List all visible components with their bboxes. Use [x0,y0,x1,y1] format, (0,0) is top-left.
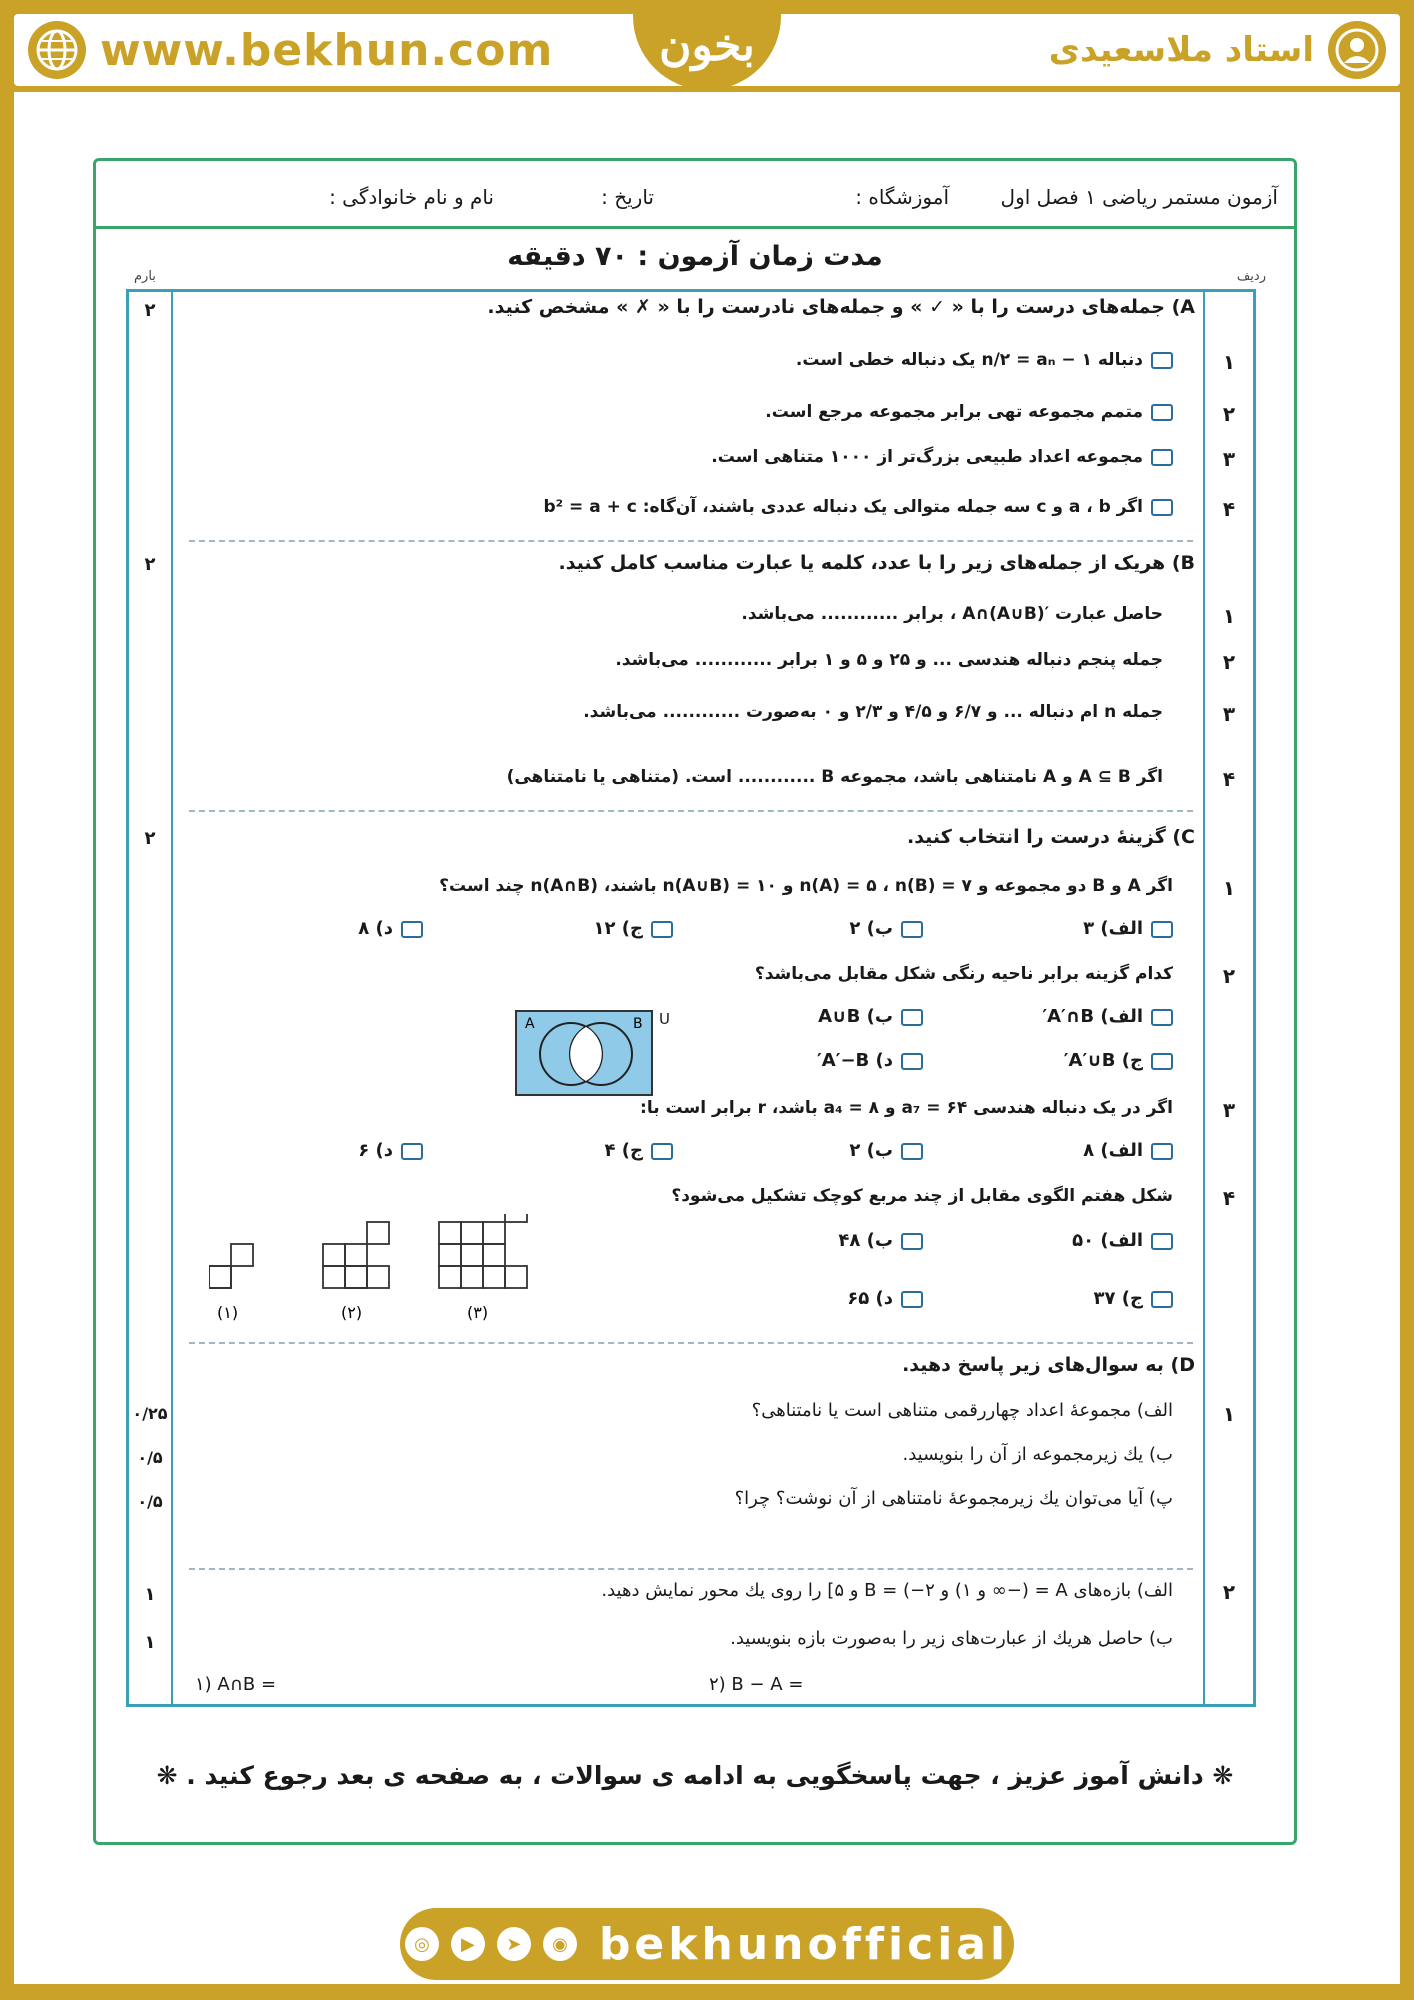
checkbox[interactable] [401,1143,423,1160]
item-text: متمم مجموعه تهی برابر مجموعه مرجع است. [765,402,1143,422]
fill-item: اگر A ⊆ B و A نامتناهی باشد، مجموعه B ............ است. (متناهی یا نامتناهی) [506,767,1163,787]
exam-sheet [93,158,1297,1845]
mc-question: اگر A و B دو مجموعه و n(A) = ۵ ، n(B) = ۷ و n(A∪B) = ۱۰ باشند، n(A∩B) چند است؟ [439,876,1173,896]
question-part: پ) آیا می‌توان یك زیرمجموعهٔ نامتناهی از آن نوشت؟ چرا؟ [734,1488,1173,1509]
item-text: دنباله ۱ − n/۲ = aₙ یک دنباله خطی است. [795,350,1143,370]
item-text: مجموعه اعداد طبیعی بزرگ‌تر از ۱۰۰۰ متناهی است. [711,447,1143,467]
option-label: الف) ۸ [1083,1140,1143,1161]
checkbox[interactable] [901,921,923,938]
section-c-heading: C) گزینهٔ درست را انتخاب کنید. [906,826,1195,848]
option-label: د) A′−B′ [817,1050,893,1071]
date-field: تاریخ : [601,185,654,209]
part-score: ۰/۵ [137,1448,163,1467]
fill-item: جمله پنجم دنباله هندسی ... و ۲۵ و ۵ و ۱ برابر ............ می‌باشد. [615,650,1163,670]
option-label: ب) A∪B [818,1006,893,1027]
option[interactable] [358,1140,423,1161]
option[interactable] [358,918,423,939]
question-part: ب) یك زیرمجموعه از آن را بنویسید. [902,1444,1173,1465]
exam-title: آزمون مستمر ریاضی ۱ فصل اول [1000,185,1278,209]
score-column-divider [171,292,173,1704]
option-label: د) ۶۵ [847,1288,893,1309]
part-score: ۰/۲۵ [132,1404,168,1423]
checkbox[interactable] [1151,352,1173,369]
option-label: ج) ۱۲ [593,918,643,939]
row-number: ۳ [1222,447,1236,471]
option[interactable] [594,918,673,939]
tf-item [796,350,1173,370]
checkbox[interactable] [901,1053,923,1070]
person-icon [1328,21,1386,79]
section-divider [189,1568,1193,1570]
checkbox[interactable] [1151,449,1173,466]
option[interactable] [1042,1006,1173,1027]
option[interactable] [1064,1050,1173,1071]
questions-table [126,289,1256,1707]
section-a-heading: A) جمله‌های درست را با « ✓ » و جمله‌های نادرست را با « ✗ » مشخص کنید. [487,296,1195,318]
checkbox[interactable] [1151,404,1173,421]
globe-icon [28,21,86,79]
pattern-label: (۱) [217,1303,239,1322]
checkbox[interactable] [1151,1053,1173,1070]
option[interactable] [605,1140,673,1161]
venn-diagram [515,1010,670,1096]
checkbox[interactable] [901,1291,923,1308]
checkbox[interactable] [901,1233,923,1250]
checkbox[interactable] [1151,1143,1173,1160]
website-link[interactable] [28,20,553,80]
checkbox[interactable] [1151,1291,1173,1308]
aparat-icon[interactable]: ◎ [405,1927,439,1961]
option[interactable] [1094,1288,1173,1309]
option[interactable] [818,1006,923,1027]
venn-label-b: B [633,1016,643,1032]
part-score: ۱ [144,1632,156,1653]
fill-item: جمله n ام دنباله ... و ۶/۷ و ۴/۵ و ۲/۳ و ۰ به‌صورت ............ می‌باشد. [583,702,1163,722]
answer-label: ۱) A∩B = [195,1674,277,1695]
column-score-label: بارم [134,269,156,284]
row-number: ۲ [1222,650,1236,674]
checkbox[interactable] [1151,499,1173,516]
section-c-score: ۲ [144,828,156,849]
row-number: ۲ [1222,964,1236,988]
logo-text: بخون [659,19,755,71]
checkbox[interactable] [1151,921,1173,938]
social-handle[interactable]: bekhunofficial [598,1918,1010,1970]
option-label: الف) ۳ [1083,918,1143,939]
section-divider [189,1342,1193,1344]
part-score: ۰/۵ [137,1492,163,1511]
question-part: الف) مجموعهٔ اعداد چهاررقمی متناهی است یا نامتناهی؟ [751,1400,1173,1421]
frame-right [1400,0,1414,2000]
row-number: ۳ [1222,702,1236,726]
checkbox[interactable] [401,921,423,938]
website-url[interactable]: www.bekhun.com [100,24,554,76]
exam-duration: مدت زمان آزمون : ۷۰ دقیقه [507,241,883,272]
pattern-label: (۳) [467,1303,489,1322]
option[interactable] [838,1230,923,1251]
option-label: ج) ۴ [604,1140,643,1161]
row-number: ۱ [1222,1402,1236,1426]
section-b-score: ۲ [144,554,156,575]
tf-item [765,402,1173,422]
question-part: ب) حاصل هریك از عبارت‌های زیر را به‌صورت بازه بنویسید. [730,1628,1173,1649]
checkbox[interactable] [651,921,673,938]
row-number: ۲ [1222,1580,1236,1604]
teacher-name: استاد ملاسعیدی [1048,30,1314,70]
checkbox[interactable] [1151,1233,1173,1250]
question-part: الف) بازه‌های A = (−∞ و ۱) و B = (−۲ و ۵] را روی یك محور نمایش دهید. [601,1580,1173,1601]
row-number: ۴ [1222,1186,1236,1210]
option-label: ج) A′∪B′ [1063,1050,1143,1071]
option-label: ب) ۲ [849,1140,893,1161]
option-label: الف) A′∩B′ [1042,1006,1143,1027]
youtube-icon[interactable]: ▶ [451,1927,485,1961]
frame-bottom [0,1984,1414,2000]
section-d-heading: D) به سوال‌های زیر پاسخ دهید. [902,1354,1195,1376]
tf-item [711,447,1173,467]
row-number: ۴ [1222,767,1236,791]
item-text: اگر a ، b و c سه جمله متوالی یک دنباله عددی باشند، آن‌گاه: b² = a + c [543,497,1143,517]
exam-info-row [96,161,1294,229]
checkbox[interactable] [901,1143,923,1160]
option[interactable] [817,1050,923,1071]
school-field: آموزشگاه : [855,185,949,209]
checkbox[interactable] [901,1009,923,1026]
option[interactable] [849,1140,923,1161]
option-label: ج) ۳۷ [1093,1288,1143,1309]
mc-question: شکل هفتم الگوی مقابل از چند مربع کوچک تشکیل می‌شود؟ [671,1186,1173,1206]
frame-left [0,0,14,2000]
row-number: ۲ [1222,402,1236,426]
telegram-icon[interactable]: ➤ [497,1927,531,1961]
section-divider [189,810,1193,812]
option[interactable] [849,918,923,939]
mc-question: کدام گزینه برابر ناحیه رنگی شکل مقابل می‌باشد؟ [754,964,1173,984]
answer-label: ۲) B − A = [709,1674,804,1695]
checkbox[interactable] [1151,1009,1173,1026]
option[interactable] [1083,918,1173,939]
option[interactable] [847,1288,923,1309]
name-field: نام و نام خانوادگی : [329,185,494,209]
row-number: ۱ [1222,876,1236,900]
option-label: الف) ۵۰ [1072,1230,1143,1251]
venn-label-u: U [659,1010,670,1028]
row-number: ۴ [1222,497,1236,521]
teacher-badge [1049,20,1386,80]
tf-item [544,497,1174,517]
fill-item: حاصل عبارت ′(A∩(A∪B ، برابر ............ می‌باشد. [741,604,1163,624]
square-pattern-figure [209,1214,569,1326]
section-a-score: ۲ [144,300,156,321]
pattern-label: (۲) [341,1303,363,1322]
instagram-icon[interactable]: ◉ [543,1927,577,1961]
section-divider [189,540,1193,542]
mc-question: اگر در یک دنباله هندسی ۶۴ = a₇ و ۸ = a₄ باشد، r برابر است با: [640,1098,1173,1118]
venn-label-a: A [525,1016,535,1032]
option-label: د) ۶ [358,1140,393,1161]
option-label: ب) ۴۸ [838,1230,893,1251]
option[interactable] [1083,1140,1173,1161]
option[interactable] [1072,1230,1173,1251]
option-label: د) ۸ [358,918,393,939]
row-number: ۱ [1222,350,1236,374]
section-b-heading: B) هریک از جمله‌های زیر را با عدد، کلمه یا عبارت مناسب کامل کنید. [558,552,1195,574]
checkbox[interactable] [651,1143,673,1160]
part-score: ۱ [144,1584,156,1605]
option-label: ب) ۲ [849,918,893,939]
social-bar [400,1908,1014,1980]
next-page-note: ❋ دانش آموز عزیز ، جهت پاسخگویی به ادامه ی سوالات ، به صفحه ی بعد رجوع کنید . ❋ [156,1761,1234,1790]
row-number: ۱ [1222,604,1236,628]
row-number: ۳ [1222,1098,1236,1122]
column-row-label: ردیف [1236,269,1266,284]
